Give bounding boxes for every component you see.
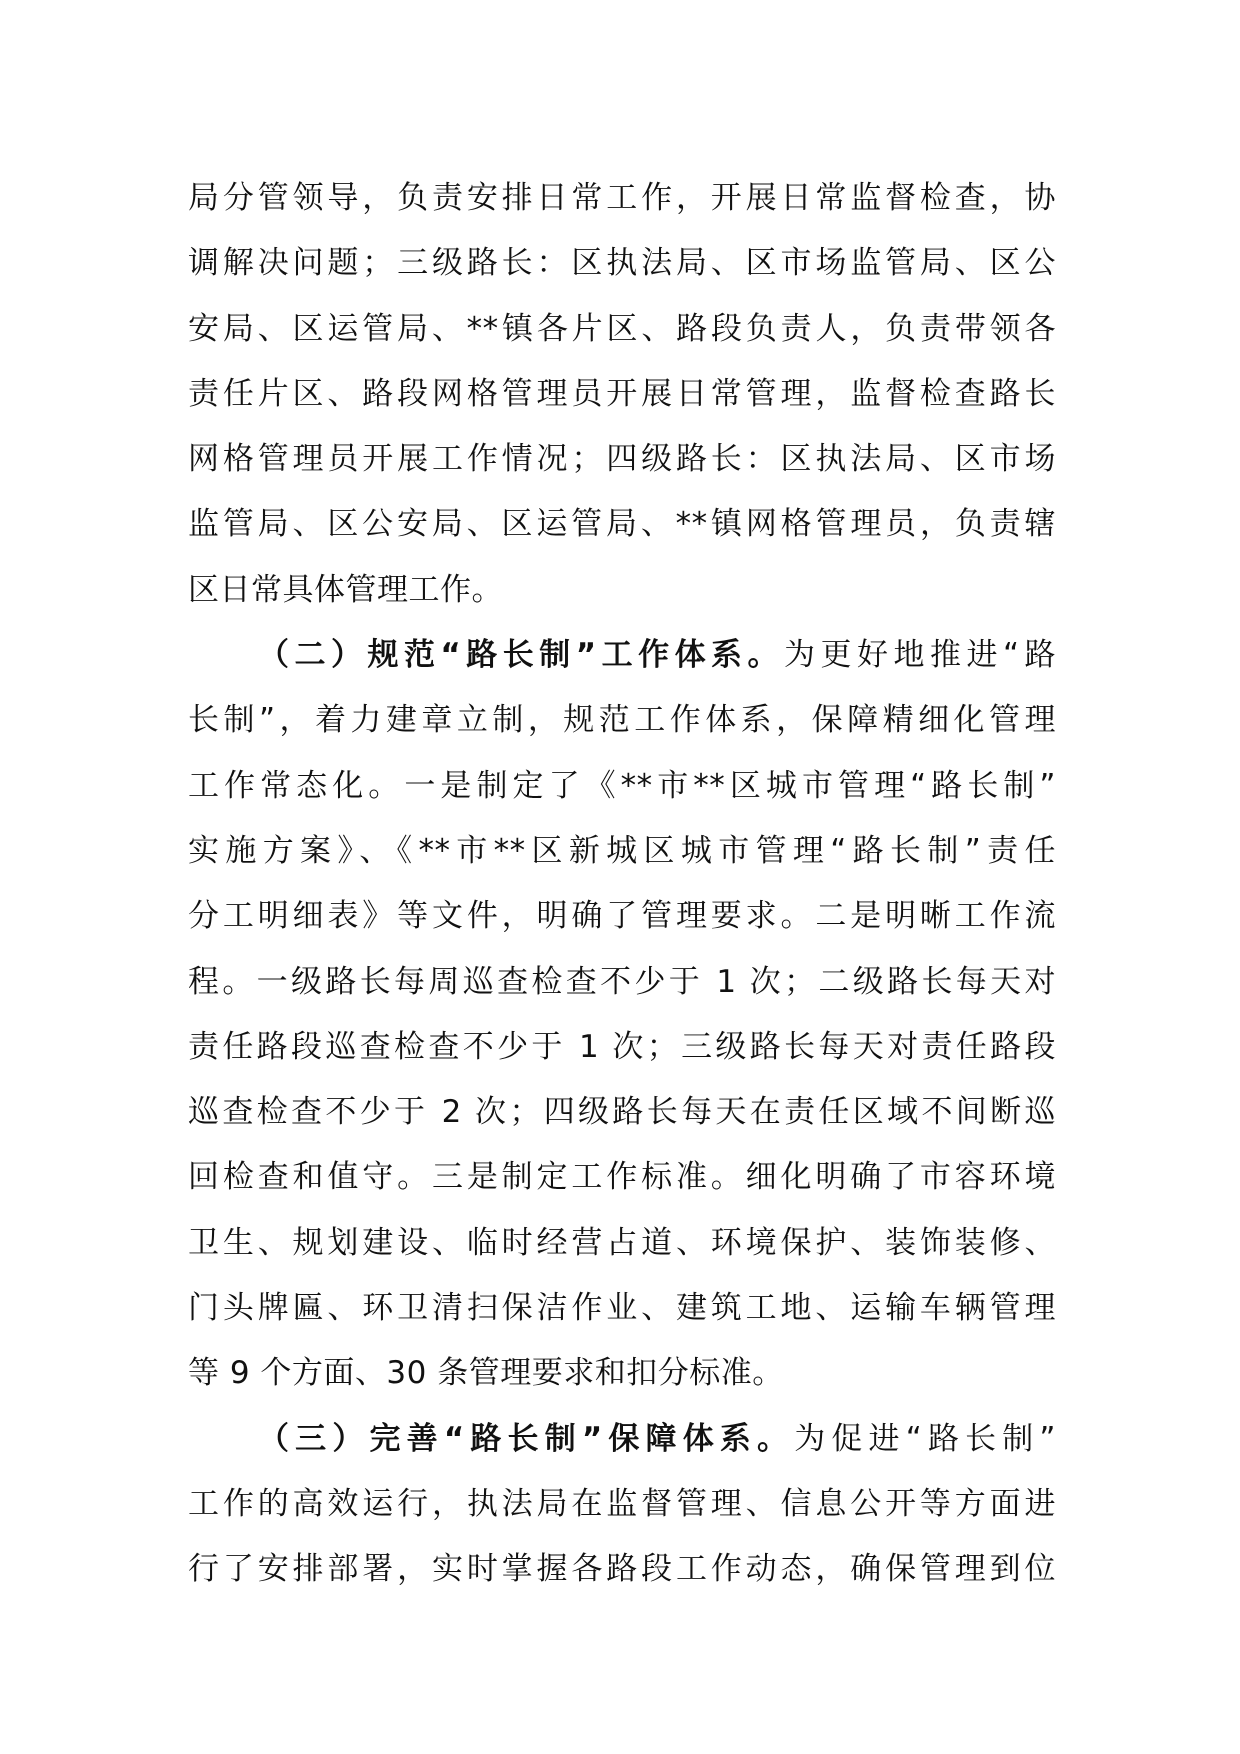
text-line: 工作的高效运行，执法局在监督管理、信息公开等方面进: [188, 1485, 1056, 1522]
text-line: 行了安排部署，实时掌握各路段工作动态，确保管理到位: [188, 1551, 1056, 1588]
text-line: 等 9 个方面、30 条管理要求和扣分标准。: [188, 1355, 784, 1392]
paragraph-first-line: [188, 1407, 1056, 1472]
text-segment: 为更好地推进“路: [784, 637, 1057, 674]
text-line: 程。一级路长每周巡查检查不少于 1 次；二级路长每天对: [188, 963, 1056, 1000]
paragraph-first-line: [188, 623, 1056, 688]
paragraph-guarantee-system: [188, 1407, 1056, 1603]
text-line: 长制”，着力建章立制，规范工作体系，保障精细化管理: [188, 702, 1056, 739]
paragraph-road-chief-levels: [188, 166, 1056, 623]
section-heading: （二）规范“路长制”工作体系。: [258, 637, 785, 674]
text-line: 责任片区、路段网格管理员开展日常管理，监督检查路长: [188, 375, 1056, 412]
text-line: 实施方案》、《**市**区新城区城市管理“路长制”责任: [188, 832, 1056, 869]
text-line: 局分管领导，负责安排日常工作，开展日常监督检查，协: [188, 180, 1056, 216]
text-line: 调解决问题；三级路长：区执法局、区市场监管局、区公: [188, 245, 1056, 282]
text-segment: 为促进“路长制”: [794, 1420, 1056, 1457]
section-heading: （三）完善“路长制”保障体系。: [258, 1420, 795, 1457]
text-line: 卫生、规划建设、临时经营占道、环境保护、装饰装修、: [188, 1224, 1056, 1261]
text-line: 巡查检查不少于 2 次；四级路长每天在责任区域不间断巡: [188, 1094, 1056, 1131]
text-line: 工作常态化。一是制定了《**市**区城市管理“路长制”: [188, 767, 1056, 804]
text-line: 回检查和值守。三是制定工作标准。细化明确了市容环境: [188, 1159, 1056, 1196]
text-line: 责任路段巡查检查不少于 1 次；三级路长每天对责任路段: [188, 1028, 1056, 1065]
text-line: 监管局、区公安局、区运管局、**镇网格管理员，负责辖: [188, 506, 1056, 543]
text-line: 安局、区运管局、**镇各片区、路段负责人，负责带领各: [188, 310, 1056, 347]
text-line: 区日常具体管理工作。: [188, 571, 503, 608]
text-line: 门头牌匾、环卫清扫保洁作业、建筑工地、运输车辆管理: [188, 1290, 1056, 1327]
paragraph-work-system: [188, 623, 1056, 1407]
document-body: [188, 166, 1056, 1603]
text-line: 网格管理员开展工作情况；四级路长：区执法局、区市场: [188, 441, 1056, 478]
text-line: 分工明细表》等文件，明确了管理要求。二是明晰工作流: [188, 898, 1056, 935]
